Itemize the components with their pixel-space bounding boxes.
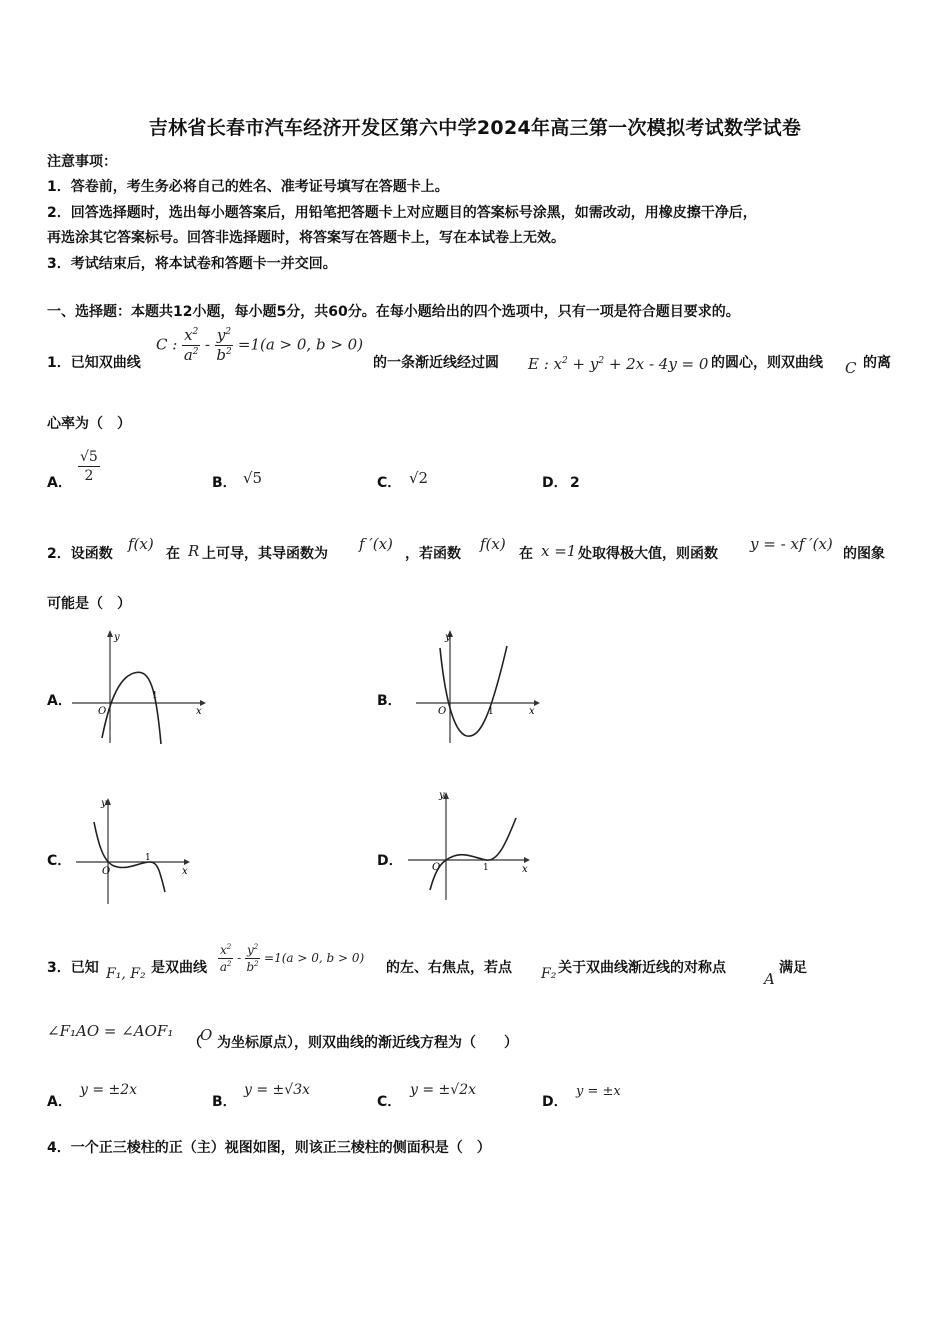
q1-line2: 心率为（ ） <box>47 416 131 432</box>
origin-label: O <box>98 706 107 717</box>
q2-line2: 可能是（ ） <box>47 596 131 612</box>
notice-item: 3．考试结束后，将本试卷和答题卡一并交回。 <box>47 256 337 272</box>
q3-option-a-value[interactable]: y = ±2x <box>80 1082 138 1098</box>
q3-option-d-label[interactable]: D． <box>542 1094 568 1110</box>
q2-text: 在 <box>519 546 533 562</box>
q3-text: 满足 <box>779 960 807 976</box>
axis-x-label: x <box>522 864 528 875</box>
q1-option-c-label[interactable]: C． <box>377 475 402 491</box>
axis-y-label: y <box>439 790 445 801</box>
axis-y-label: y <box>114 632 120 643</box>
axis-x-label: x <box>182 866 188 877</box>
origin-label: O <box>438 706 447 717</box>
q2-text: 处取得极大值，则函数 <box>578 546 718 562</box>
notice-item: 2．回答选择题时，选出每小题答案后，用铅笔把答题卡上对应题目的答案标号涂黑，如需改动，用橡皮擦干净后， <box>47 205 757 221</box>
q2-fprime: f ′(x) <box>359 535 393 553</box>
q3-option-d-value[interactable]: y = ±x <box>576 1084 621 1099</box>
axis-x-label: x <box>529 706 535 717</box>
q2-option-a-label[interactable]: A． <box>47 693 72 709</box>
q1-prefix: 1．已知双曲线 <box>47 355 141 371</box>
q3-option-b-value[interactable]: y = ±√3x <box>244 1082 310 1098</box>
axis-y-label: y <box>101 798 107 809</box>
q3-point-a: A <box>764 970 775 988</box>
q3-text: （ <box>188 1035 202 1051</box>
q2-R: R <box>188 542 200 560</box>
q2-option-c-label[interactable]: C． <box>47 853 72 869</box>
q1-option-a-value[interactable]: $\frac{√5}{2}$ <box>80 449 98 484</box>
q3-hyperbola-equation: $\frac{x^2}{a^2}$ - $\frac{y^2}{b^2}$ =1(a > 0, b > 0) <box>219 943 365 974</box>
section-heading: 一、选择题：本题共12小题，每小题5分，共60分。在每小题给出的四个选项中，只有一项是符合题目要求的。 <box>47 304 740 320</box>
q2-option-b-label[interactable]: B． <box>377 693 402 709</box>
q3-text: 是双曲线 <box>151 960 207 976</box>
tick-one-label: 1 <box>152 691 158 701</box>
q2-graph-b[interactable] <box>412 628 542 746</box>
q3-text: 的左、右焦点，若点 <box>386 960 512 976</box>
q2-option-d-label[interactable]: D． <box>377 853 403 869</box>
q2-y-expression: y = - xf ′(x) <box>750 535 833 553</box>
q2-graph-a[interactable] <box>72 628 207 746</box>
axis-y-label: y <box>445 632 451 643</box>
q3-option-b-label[interactable]: B． <box>212 1094 237 1110</box>
q3-option-a-label[interactable]: A． <box>47 1094 72 1110</box>
notice-item: 1．答卷前，考生务必将自己的姓名、准考证号填写在答题卡上。 <box>47 179 449 195</box>
q1-option-c-value[interactable]: √2 <box>409 469 429 487</box>
q3-angle-condition: ∠F₁AO = ∠AOF₁ <box>47 1022 174 1040</box>
tick-one-label: 1 <box>145 853 151 863</box>
q1-c-symbol: C <box>845 359 857 377</box>
q1-option-b-value[interactable]: √5 <box>243 469 263 487</box>
q2-text: 的图象 <box>843 546 885 562</box>
q1-option-d-value[interactable]: 2 <box>570 475 580 491</box>
axis-x-label: x <box>196 706 202 717</box>
q1-option-a-label[interactable]: A． <box>47 475 72 491</box>
q4-text: 4．一个正三棱柱的正（主）视图如图，则该正三棱柱的侧面积是（ ） <box>47 1140 491 1156</box>
q3-foci: F₁, F₂ <box>106 966 146 982</box>
q2-text: 上可导，其导函数为 <box>202 546 328 562</box>
notice-item: 再选涂其它答案标号。回答非选择题时，将答案写在答题卡上，写在本试卷上无效。 <box>47 230 565 246</box>
q3-f2: F₂ <box>541 966 557 982</box>
q2-graph-d[interactable] <box>402 788 537 906</box>
page-title: 吉林省长春市汽车经济开发区第六中学2024年高三第一次模拟考试数学试卷 <box>148 117 802 139</box>
q2-x-eq-1: x =1 <box>541 542 577 560</box>
q1-circle-equation: E : $x^2 + y^2 + 2x - 4y = 0$ <box>528 355 709 373</box>
q1-mid: 的一条渐近线经过圆 <box>373 355 499 371</box>
origin-label: O <box>102 866 111 877</box>
q1-option-d-label[interactable]: D． <box>542 475 568 491</box>
q2-fx: f(x) <box>480 535 506 553</box>
q2-graph-c[interactable] <box>72 792 197 907</box>
q3-option-c-value[interactable]: y = ±√2x <box>410 1082 476 1098</box>
q2-text: ，若函数 <box>405 546 461 562</box>
q2-text: 在 <box>166 546 180 562</box>
q1-tail: 的圆心，则双曲线 <box>711 355 823 371</box>
q1-tail2: 的离 <box>863 355 891 371</box>
q1-option-b-label[interactable]: B． <box>212 475 237 491</box>
q3-text: 关于双曲线渐近线的对称点 <box>558 960 726 976</box>
notice-heading: 注意事项： <box>47 154 117 170</box>
tick-one-label: 1 <box>488 707 494 717</box>
q2-fx: f(x) <box>128 535 154 553</box>
q3-text: 3．已知 <box>47 960 99 976</box>
q3-condition: =1(a > 0, b > 0) <box>264 951 365 965</box>
q1-hyperbola-equation: C : $\frac{x^2}{a^2}$ - $\frac{y^2}{b^2}$ =1(a > 0, b > 0) <box>156 326 364 364</box>
q3-origin: O <box>200 1026 213 1044</box>
q3-text: 为坐标原点），则双曲线的渐近线方程为（ ） <box>217 1035 518 1051</box>
tick-one-label: 1 <box>483 863 489 873</box>
origin-label: O <box>432 862 441 873</box>
q3-option-c-label[interactable]: C． <box>377 1094 402 1110</box>
q2-text: 2．设函数 <box>47 546 113 562</box>
